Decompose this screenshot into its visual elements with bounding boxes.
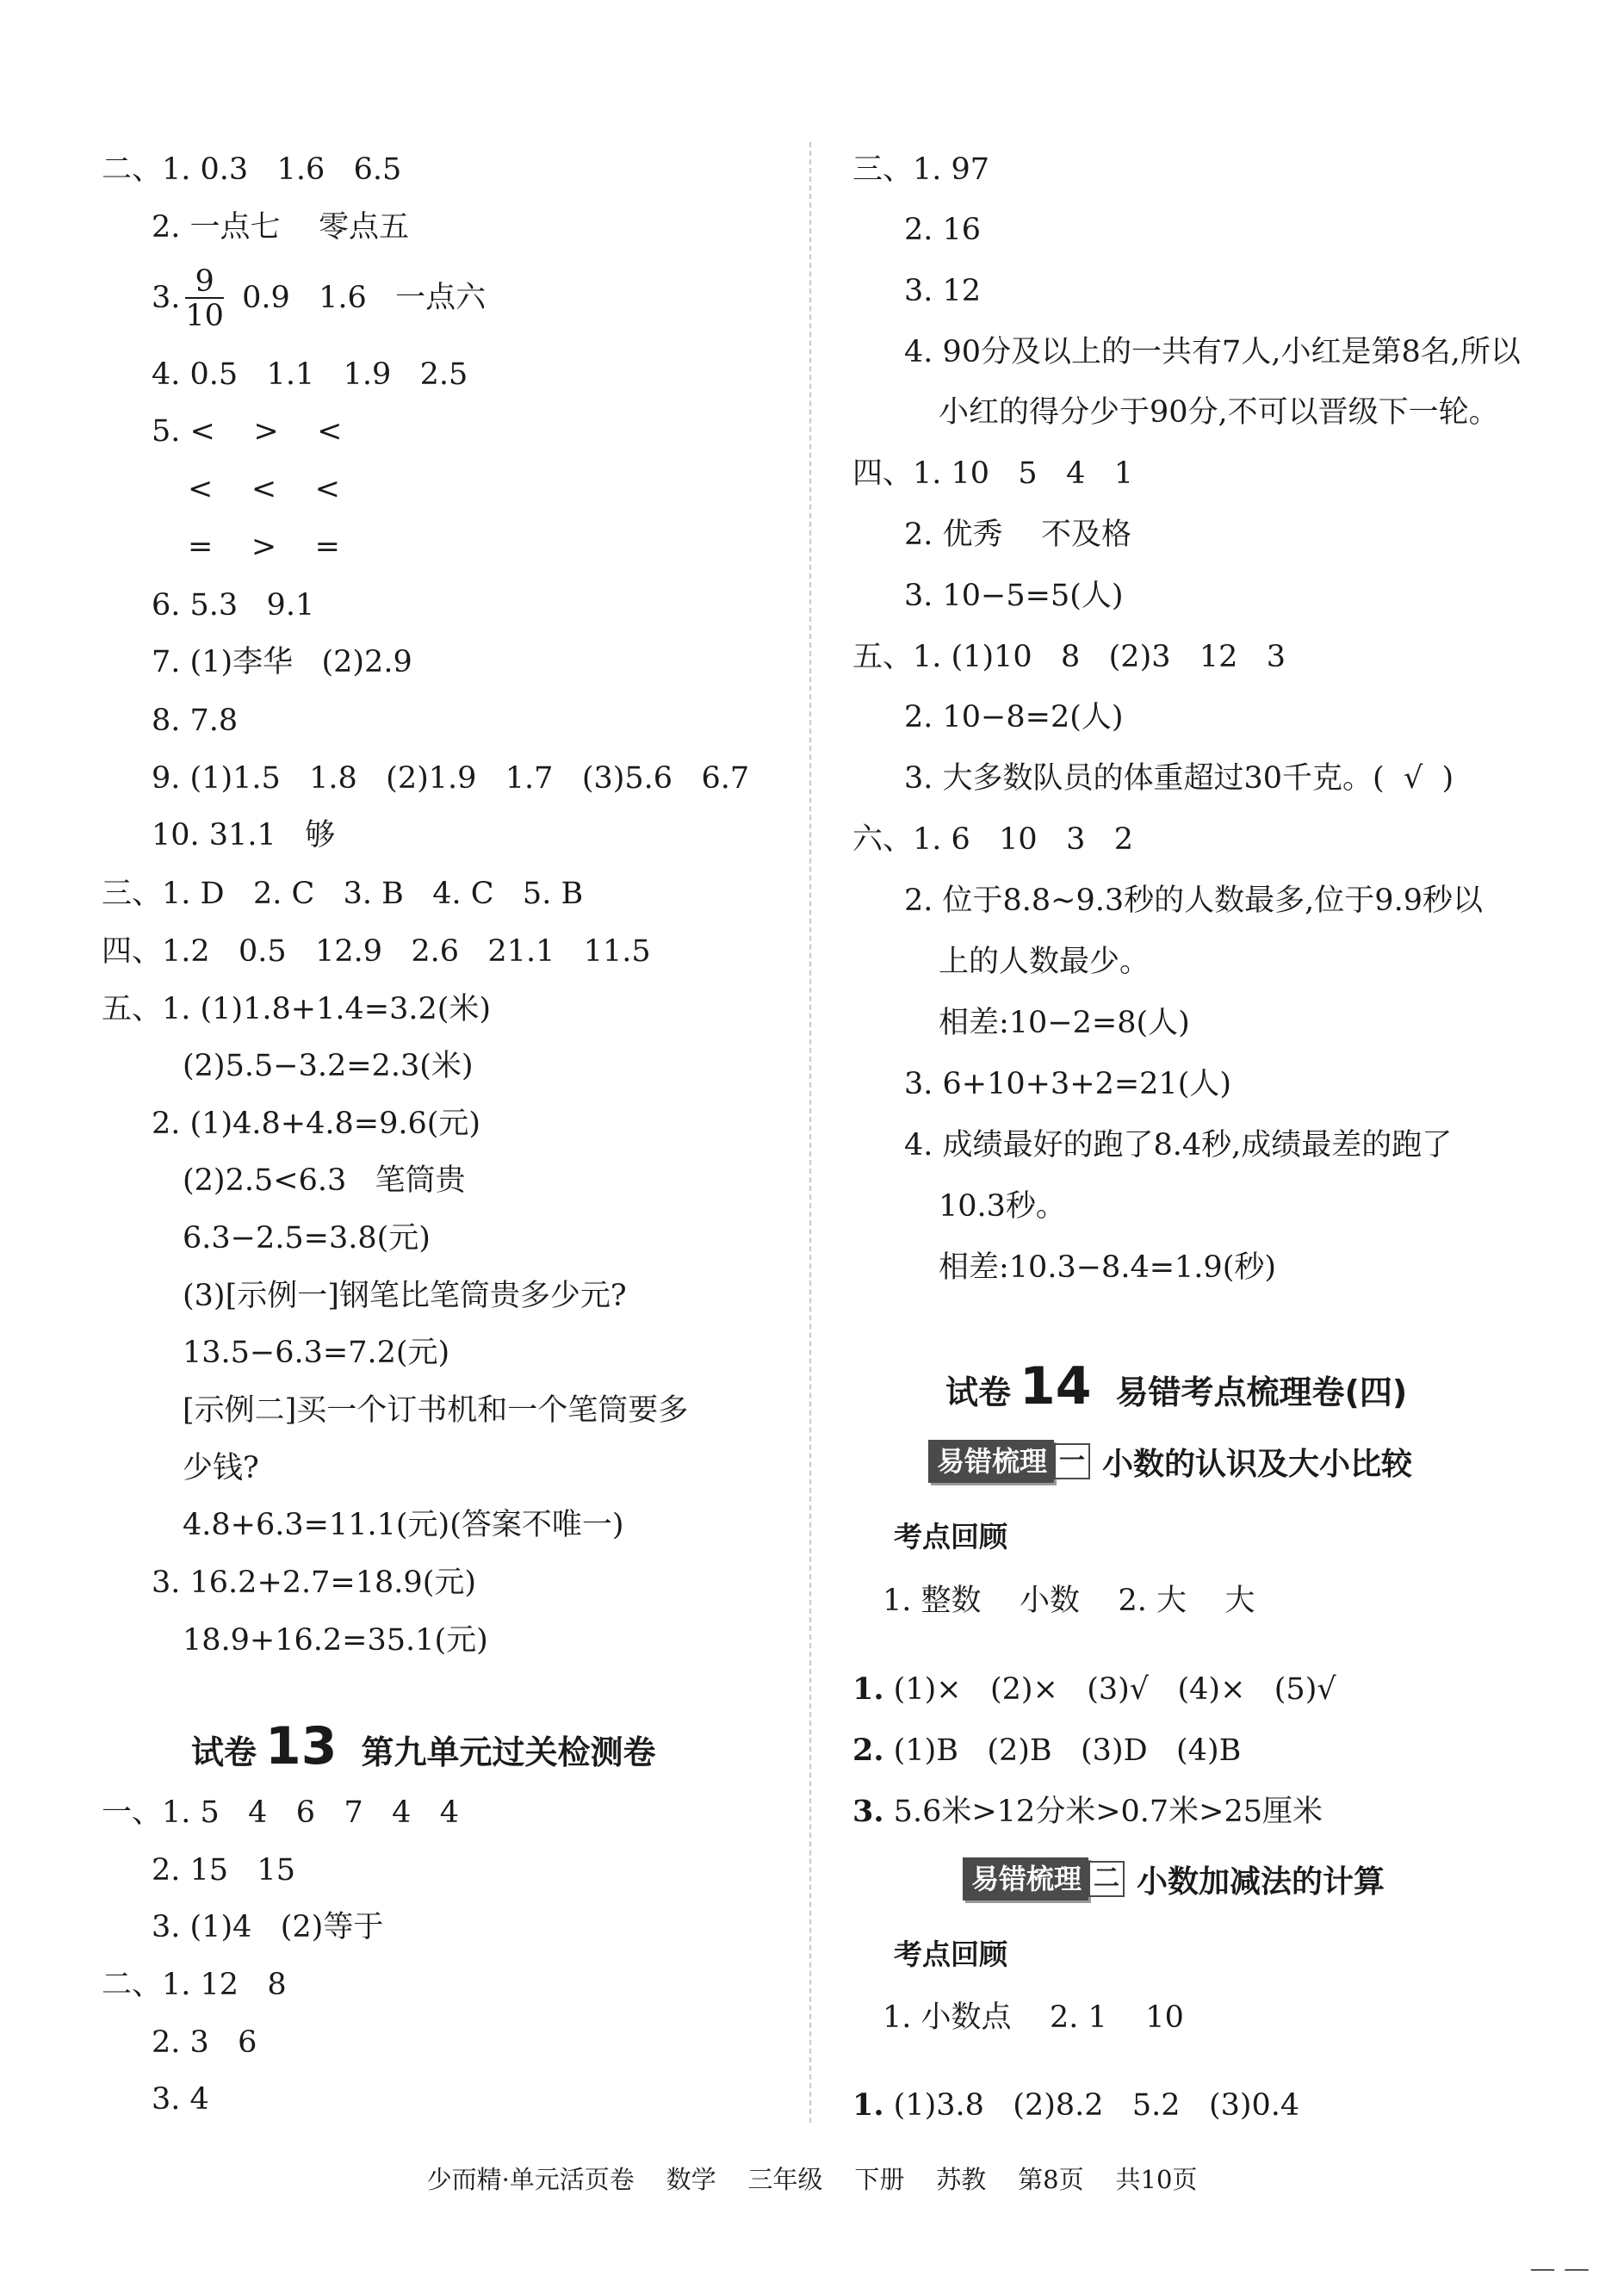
answer-line: 1. 整数 小数 2. 大 大 xyxy=(883,1584,1255,1618)
error-review-badge-1 xyxy=(928,1440,1412,1483)
answer-line: 2. 10−8=2(人) xyxy=(904,700,1124,735)
fraction-numerator: 9 xyxy=(195,264,214,299)
answer-line: 五、1. (1)1.8+1.4=3.2(米) xyxy=(102,992,492,1026)
answer-line: 4. 0.5 1.1 1.9 2.5 xyxy=(152,357,468,392)
review-subheading: 考点回顾 xyxy=(894,1938,1007,1971)
question-number: 3. xyxy=(852,1794,884,1829)
answer-line: 4.8+6.3=11.1(元)(答案不唯一) xyxy=(183,1508,624,1542)
answer-line: 3. 大多数队员的体重超过30千克。( √ ) xyxy=(904,761,1454,796)
answer-text: (1)3.8 (2)8.2 5.2 (3)0.4 xyxy=(883,2088,1300,2123)
fraction-denominator: 10 xyxy=(185,299,224,333)
column-divider xyxy=(809,142,811,2123)
badge-title: 小数加减法的计算 xyxy=(1137,1863,1385,1900)
answer-line: 小红的得分少于90分,不可以晋级下一轮。 xyxy=(939,395,1499,430)
answer-line: 6.3−2.5=3.8(元) xyxy=(183,1221,431,1256)
answer-line: (2)2.5<6.3 笔筒贵 xyxy=(183,1163,466,1198)
answer-text: 5.6米>12分米>0.7米>25厘米 xyxy=(883,1795,1323,1829)
answer-line: 18.9+16.2=35.1(元) xyxy=(183,1623,488,1658)
answer-line: 5. < > < xyxy=(152,414,343,449)
badge-number: 二 xyxy=(1088,1861,1125,1897)
answer-line: 二、1. 12 8 xyxy=(102,1968,287,2002)
answer-line: 3. (1)4 (2)等于 xyxy=(152,1910,384,1944)
test-14-heading xyxy=(945,1356,1408,1417)
answer-line: 2. 15 15 xyxy=(152,1853,295,1888)
test-number: 14 xyxy=(1020,1356,1092,1417)
answer-line: 4. 90分及以上的一共有7人,小红是第8名,所以 xyxy=(904,335,1521,369)
answer-line: 少钱? xyxy=(183,1451,259,1485)
answer-line: 6. 5.3 9.1 xyxy=(152,588,315,623)
page-footer: 少而精·单元活页卷 数学 三年级 下册 苏教 第8页 共10页 xyxy=(426,2165,1198,2194)
test-13-heading xyxy=(191,1716,656,1776)
answer-line: = > = xyxy=(188,530,340,564)
answer-line-fraction xyxy=(152,264,487,333)
corner-marks: — — xyxy=(1529,2254,1590,2284)
answer-line: 3. 16.2+2.7=18.9(元) xyxy=(152,1566,477,1600)
answer-line: 相差:10.3−8.4=1.9(秒) xyxy=(939,1250,1277,1285)
question-number: 1. xyxy=(852,2087,884,2123)
answer-line: 3. 6+10+3+2=21(人) xyxy=(904,1067,1232,1101)
test-label: 试卷 xyxy=(945,1373,1012,1411)
answer-line: 2. (1)4.8+4.8=9.6(元) xyxy=(152,1107,481,1141)
answer-line: (2)5.5−3.2=2.3(米) xyxy=(183,1049,474,1083)
answer-line: 4. 成绩最好的跑了8.4秒,成绩最差的跑了 xyxy=(904,1128,1453,1163)
badge-tag: 易错梳理 xyxy=(928,1440,1054,1483)
answer-line: 2. 一点七 零点五 xyxy=(152,210,410,245)
answer-line: 3. 4 xyxy=(152,2082,209,2117)
answer-line: 二、1. 0.3 1.6 6.5 xyxy=(102,152,402,187)
answer-line: 四、1. 10 5 4 1 xyxy=(852,456,1133,491)
answer-text: (1)B (2)B (3)D (4)B xyxy=(883,1733,1242,1768)
answer-line: 六、1. 6 10 3 2 xyxy=(852,822,1133,857)
answer-line: 3. 10−5=5(人) xyxy=(904,579,1124,613)
answer-line: 1. 小数点 2. 1 10 xyxy=(883,2000,1184,2035)
answer-line: 3. 12 xyxy=(904,274,982,308)
answer-line: (3)[示例一]钢笔比笔筒贵多少元? xyxy=(183,1279,627,1313)
answer-line: 9. (1)1.5 1.8 (2)1.9 1.7 (3)5.6 6.7 xyxy=(152,761,750,796)
answer-line: 三、1. 97 xyxy=(852,152,990,187)
answer-line: 13.5−6.3=7.2(元) xyxy=(183,1336,450,1370)
fraction xyxy=(185,264,224,333)
answer-line: 2. 位于8.8~9.3秒的人数最多,位于9.9秒以 xyxy=(904,884,1483,918)
answer-line: 7. (1)李华 (2)2.9 xyxy=(152,645,412,679)
answer-text: (1)× (2)× (3)√ (4)× (5)√ xyxy=(883,1672,1336,1707)
answer-line: 2. 16 xyxy=(904,213,982,247)
test-label: 试卷 xyxy=(191,1733,257,1771)
badge-number: 一 xyxy=(1054,1443,1090,1479)
answer-line: 四、1.2 0.5 12.9 2.6 21.1 11.5 xyxy=(102,934,651,969)
question-number: 1. xyxy=(852,1671,884,1707)
badge-title: 小数的认识及大小比较 xyxy=(1102,1446,1413,1482)
answer-line: 五、1. (1)10 8 (2)3 12 3 xyxy=(852,640,1286,674)
answer-line xyxy=(852,2087,1300,2123)
error-review-badge-2 xyxy=(963,1857,1385,1900)
test-number: 13 xyxy=(265,1716,338,1776)
answer-line: [示例二]买一个订书机和一个笔筒要多 xyxy=(183,1393,689,1428)
answer-line: 一、1. 5 4 6 7 4 4 xyxy=(102,1795,460,1830)
answer-line xyxy=(852,1796,1323,1827)
question-number: 2. xyxy=(852,1733,884,1768)
answer-line: 三、1. D 2. C 3. B 4. C 5. B xyxy=(102,877,584,911)
review-subheading: 考点回顾 xyxy=(894,1520,1007,1553)
answer-line xyxy=(852,1671,1336,1707)
answer-line: 相差:10−2=8(人) xyxy=(939,1006,1190,1040)
answer-line xyxy=(852,1735,1241,1766)
badge-tag: 易错梳理 xyxy=(963,1857,1088,1900)
test-name: 第九单元过关检测卷 xyxy=(361,1733,656,1771)
answer-line: 2. 3 6 xyxy=(152,2025,257,2060)
answer-line: 2. 优秀 不及格 xyxy=(904,518,1132,552)
test-name: 易错考点梳理卷(四) xyxy=(1115,1373,1408,1411)
answer-line: < < < xyxy=(188,472,340,506)
item-number: 3. xyxy=(152,281,181,315)
answer-line: 10.3秒。 xyxy=(939,1189,1066,1224)
answer-line: 上的人数最少。 xyxy=(939,945,1150,979)
answer-text: 0.9 1.6 一点六 xyxy=(232,281,487,315)
answer-line: 10. 31.1 够 xyxy=(152,818,336,853)
answer-line: 8. 7.8 xyxy=(152,704,239,738)
